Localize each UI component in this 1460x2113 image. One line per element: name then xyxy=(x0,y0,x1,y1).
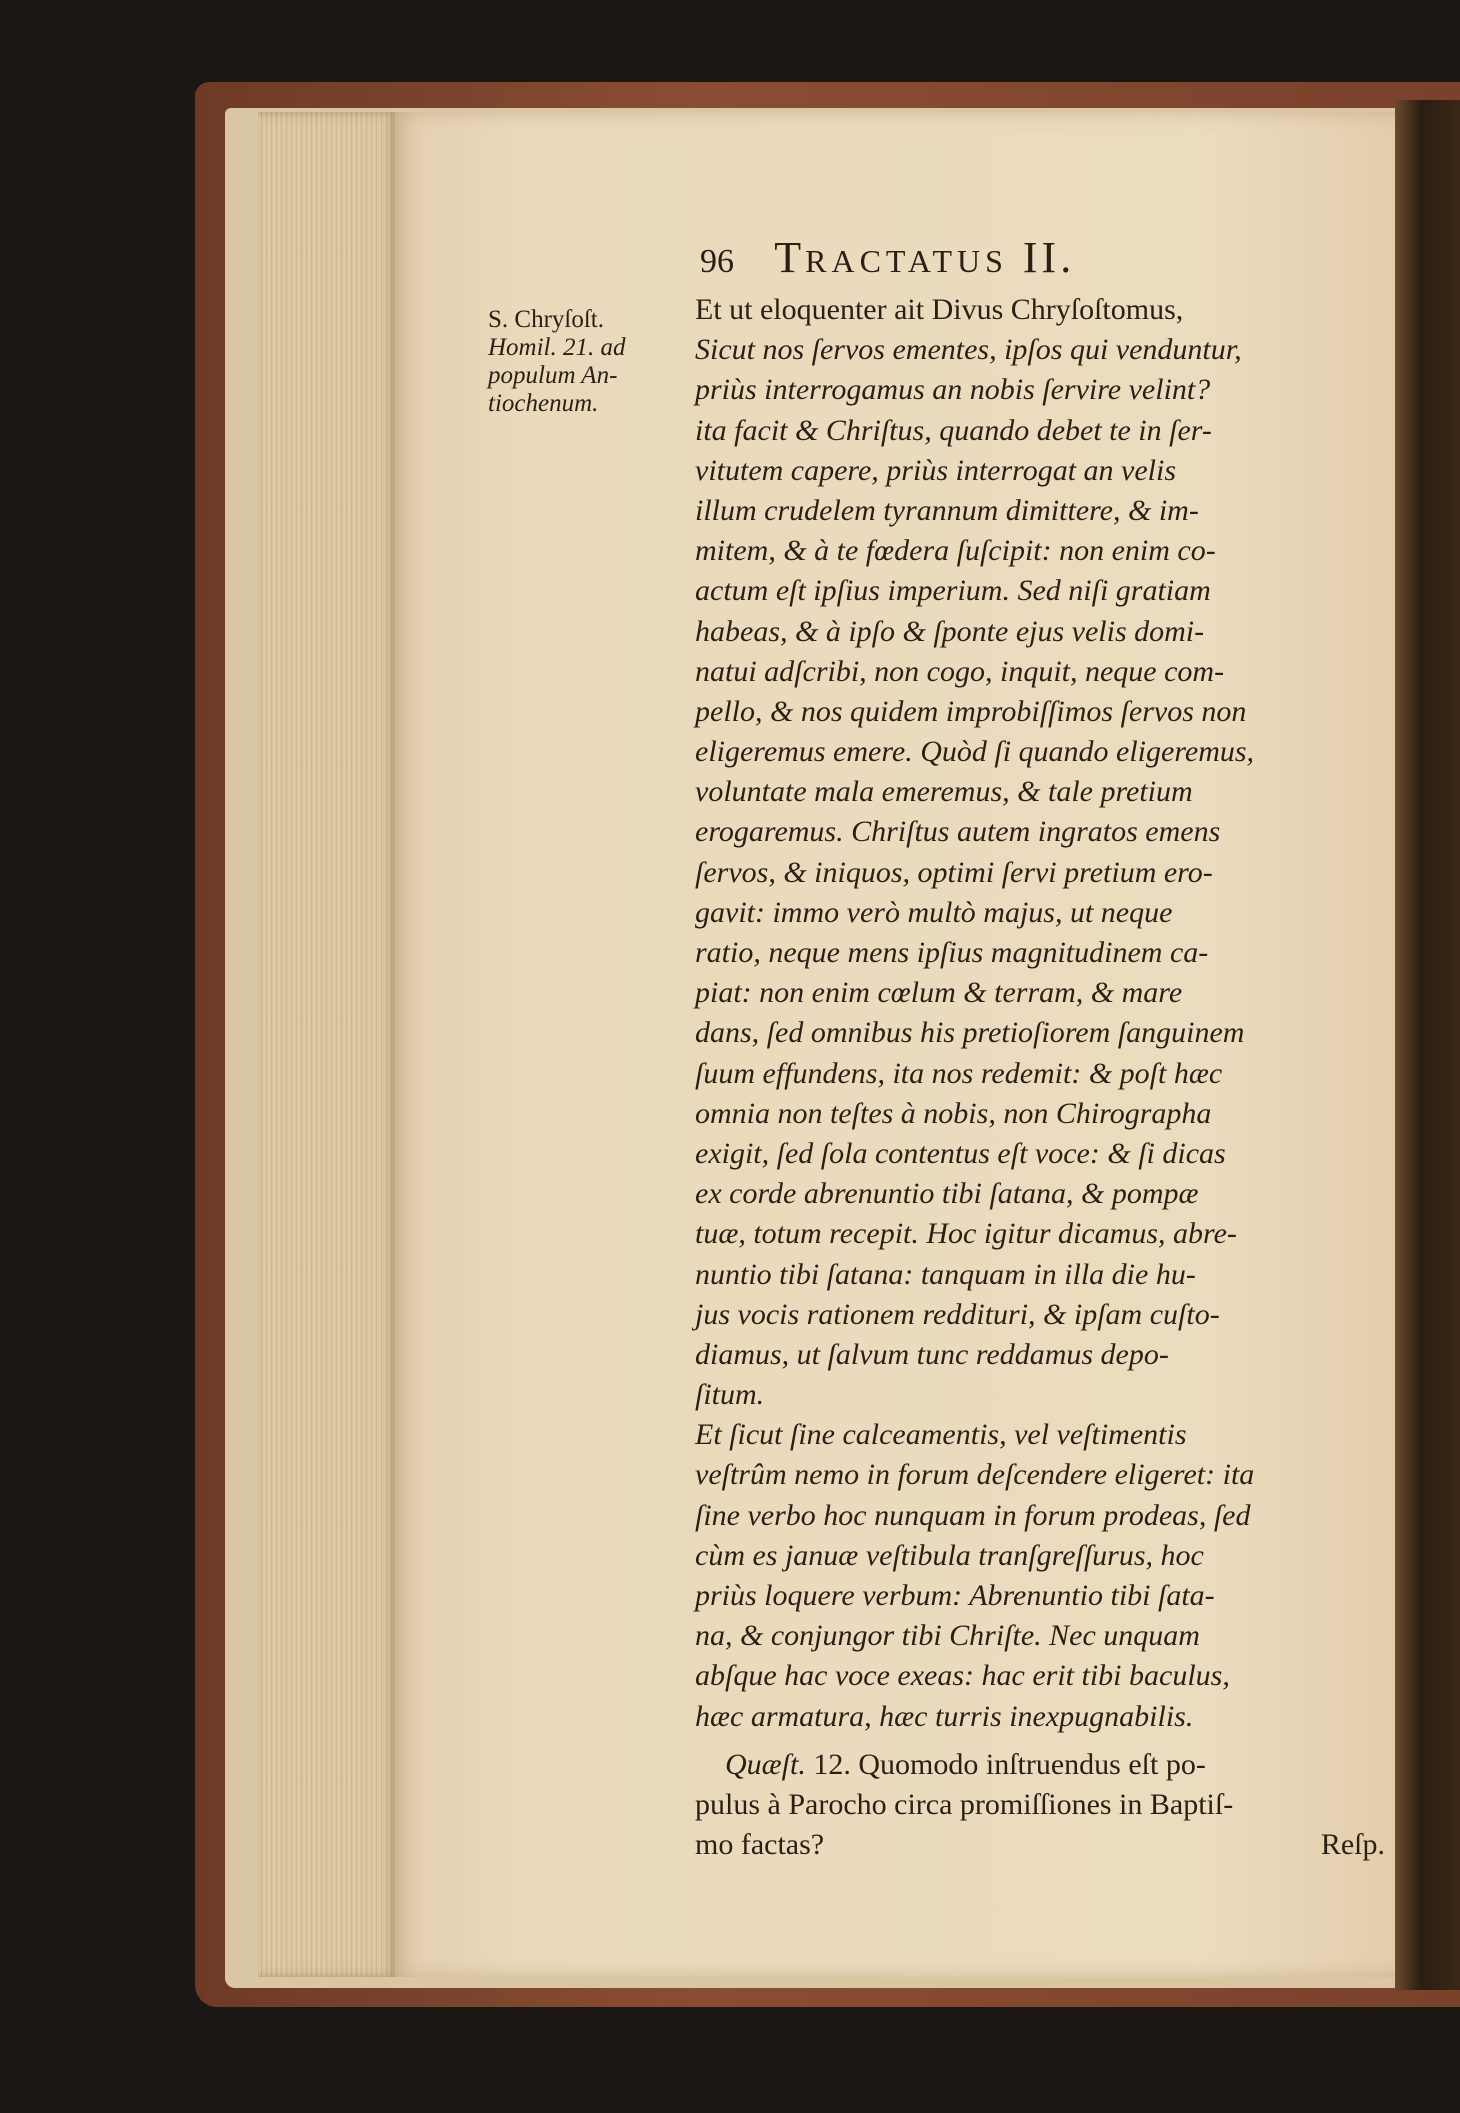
text-line: illum crudelem tyrannum dimittere, & im- xyxy=(695,493,1199,527)
running-head-part: II. xyxy=(1022,233,1076,282)
text-line: ex corde abrenuntio tibi ſatana, & pompæ xyxy=(695,1177,1199,1211)
text-line: natui adſcribi, non cogo, inquit, neque com- xyxy=(695,654,1225,688)
text-line: ita facit & Chriſtus, quando debet te in ſer- xyxy=(695,413,1212,447)
margin-note-line: Homil. 21. ad xyxy=(488,334,626,361)
question-text-3: mo factas? xyxy=(695,1828,825,1862)
text-line: pello, & nos quidem improbiſſimos ſervos non xyxy=(695,694,1247,728)
text-line: ſitum. xyxy=(695,1378,765,1412)
margin-note xyxy=(488,306,673,418)
text-line: abſque hac voce exeas: hac erit tibi baculus, xyxy=(695,1659,1230,1693)
text-line: mitem, & à te fœdera ſuſcipit: non enim co- xyxy=(695,534,1216,568)
text-line: priùs loquere verbum: Abrenuntio tibi ſata- xyxy=(695,1579,1215,1612)
text-line: exigit, ſed ſola contentus eſt voce: & ſi dicas xyxy=(695,1136,1226,1170)
text-line: tuæ, totum recepit. Hoc igitur dicamus, abre- xyxy=(695,1217,1237,1251)
text-line: priùs interrogamus an nobis ſervire velint? xyxy=(695,373,1211,407)
book-gutter xyxy=(1395,100,1460,1990)
text-line: piat: non enim cœlum & terram, & mare xyxy=(695,976,1183,1010)
text-line: erogaremus. Chriſtus autem ingratos emens xyxy=(695,815,1221,849)
margin-note-line: populum An- xyxy=(488,362,618,389)
text-line: ſervos, & iniquos, optimi ſervi pretium ero- xyxy=(695,855,1213,889)
page-edges xyxy=(258,112,398,1977)
text-line: voluntate mala emeremus, & tale pretium xyxy=(695,775,1193,809)
text-line: ſuum effundens, ita nos redemit: & poſt hæc xyxy=(695,1056,1223,1090)
text-line: habeas, & à ipſo & ſponte ejus velis domi- xyxy=(695,614,1205,648)
text-line: vitutem capere, priùs interrogat an velis xyxy=(695,453,1177,487)
body-text xyxy=(695,290,1385,1865)
text-line: ratio, neque mens ipſius magnitudinem ca- xyxy=(695,936,1209,969)
text-line: Et ſicut ſine calceamentis, vel veſtimentis xyxy=(695,1418,1187,1452)
running-head-initial: T xyxy=(774,233,806,282)
text-line: diamus, ut ſalvum tunc reddamus depo- xyxy=(695,1337,1169,1371)
question-line-1 xyxy=(695,1745,1385,1785)
question-text-2: pulus à Parocho circa promiſſiones in Baptiſ- xyxy=(695,1787,1234,1821)
question-label: Quæſt. xyxy=(725,1747,806,1781)
question-line-3 xyxy=(695,1825,1385,1865)
text-line: jus vocis rationem reddituri, & ipſam cuſto- xyxy=(695,1297,1220,1331)
text-line: ſine verbo hoc nunquam in forum prodeas, ſed xyxy=(695,1498,1251,1532)
running-head-title: RACTATUS xyxy=(805,243,1008,279)
question-number: 12. xyxy=(813,1747,851,1781)
page-number: 96 xyxy=(700,243,734,280)
text-lines xyxy=(695,290,1385,1737)
running-head xyxy=(700,232,1380,283)
question-text-1: Quomodo inſtruendus eſt po- xyxy=(858,1747,1206,1781)
text-line: Sicut nos ſervos ementes, ipſos qui venduntur, xyxy=(695,333,1242,367)
margin-note-author: S. Chryſoſt. xyxy=(488,306,604,333)
text-line: omnia non teſtes à nobis, non Chirographa xyxy=(695,1096,1212,1130)
catchword: Reſp. xyxy=(1320,1828,1385,1862)
text-line: veſtrûm nemo in forum deſcendere eligeret: ita xyxy=(695,1458,1255,1492)
text-line: cùm es januæ veſtibula tranſgreſſurus, hoc xyxy=(695,1538,1204,1572)
text-line: nuntio tibi ſatana: tanquam in illa die hu- xyxy=(695,1257,1196,1291)
text-line: dans, ſed omnibus his pretioſiorem ſanguinem xyxy=(695,1016,1245,1050)
text-line: eligeremus emere. Quòd ſi quando eligeremus, xyxy=(695,735,1255,769)
text-line: na, & conjungor tibi Chriſte. Nec unquam xyxy=(695,1619,1200,1653)
text-line: hæc armatura, hæc turris inexpugnabilis. xyxy=(695,1699,1194,1733)
margin-note-line: tiochenum. xyxy=(488,390,599,417)
text-line: actum eſt ipſius imperium. Sed niſi gratiam xyxy=(695,574,1211,608)
text-line: gavit: immo verò multò majus, ut neque xyxy=(695,895,1173,929)
text-line: Et ut eloquenter ait Divus Chryſoſtomus, xyxy=(695,293,1184,326)
